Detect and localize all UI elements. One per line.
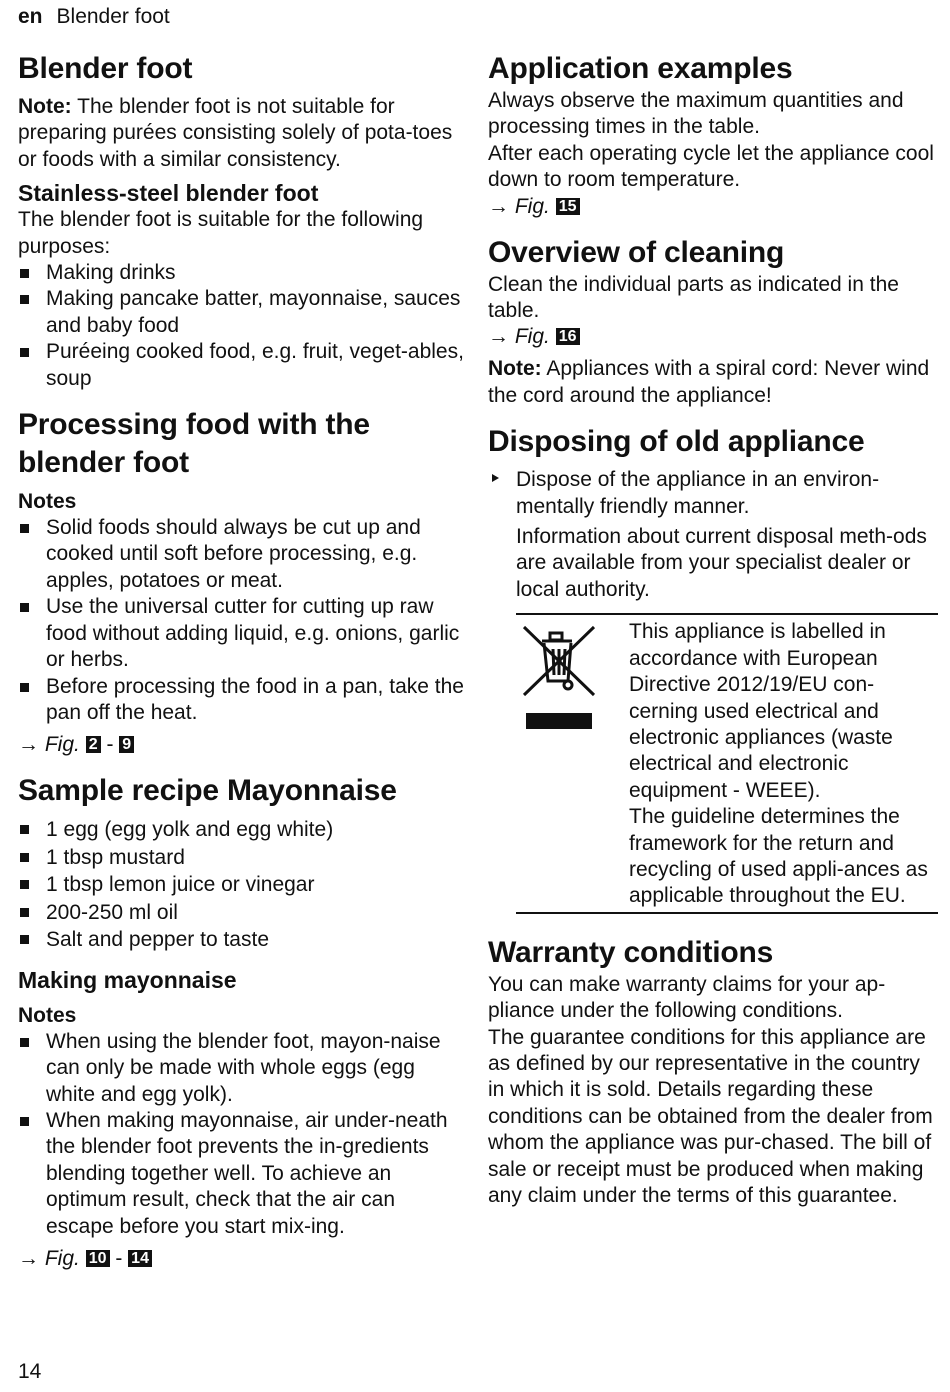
heading-sample-recipe: Sample recipe Mayonnaise — [18, 774, 397, 808]
note-text: The blender foot is not suitable for preparing purées consisting solely of pota-toes or foods with a similar consistency. — [18, 95, 453, 171]
running-header — [18, 5, 170, 29]
note-label: Note: — [18, 95, 72, 118]
fig-badge: 16 — [556, 328, 580, 345]
fig-label: Fig. — [44, 733, 80, 757]
list-item: When using the blender foot, mayon-naise can only be made with whole eggs (egg white and egg yolk). — [18, 1029, 466, 1108]
note-label: Note: — [488, 357, 542, 381]
figure-reference — [18, 1246, 466, 1272]
list-item: 1 egg (egg yolk and egg white) — [18, 816, 466, 844]
app-paragraph: Always observe the maximum quantities and processing times in the table. — [488, 89, 904, 139]
list-item: Making drinks — [18, 260, 466, 286]
figure-reference — [488, 324, 938, 350]
heading-blender-foot: Blender foot — [18, 52, 193, 85]
dispose-info: Information about current disposal meth-ods are available from your specialist dealer or local authority. — [516, 525, 927, 601]
list-item: Puréeing cooked food, e.g. fruit, veget-ables, soup — [18, 339, 466, 392]
fig-badge: 10 — [86, 1250, 110, 1267]
fig-label: Fig. — [514, 325, 550, 349]
stainless-list — [18, 260, 466, 392]
fig-badge: 14 — [128, 1250, 152, 1267]
weee-paragraph: The guideline determines the framework for the return and recycling of used appli-ances as applicable throughout the EU. — [629, 805, 928, 908]
fig-separator: - — [100, 733, 120, 757]
list-item: Use the universal cutter for cutting up raw food without adding liquid, e.g. onions, garlic or herbs. — [18, 594, 466, 673]
note-text: Appliances with a spiral cord: Never wind the cord around the appliance! — [488, 357, 930, 407]
clean-paragraph: Clean the individual parts as indicated in the table. — [488, 272, 899, 323]
heading-making-mayonnaise: Making mayonnaise — [18, 966, 237, 993]
right-arrow-icon: → — [488, 194, 509, 218]
header-title: Blender foot — [56, 5, 170, 28]
list-item: 200-250 ml oil — [18, 899, 466, 927]
right-arrow-icon: → — [18, 1247, 39, 1271]
fig-badge: 9 — [119, 736, 134, 753]
fig-badge: 15 — [556, 198, 580, 215]
left-column — [18, 50, 466, 1272]
list-item: 1 tbsp lemon juice or vinegar — [18, 871, 466, 899]
dispose-steps — [488, 467, 938, 520]
stainless-intro: The blender foot is suitable for the following purposes: — [18, 208, 424, 258]
language-code: en — [18, 5, 43, 28]
list-item: When making mayonnaise, air under-neath the blender foot prevents the in-gredients blending together well. To achieve an optimum result, check that the air can escape before you start mix-ing. — [18, 1108, 466, 1240]
right-arrow-icon: → — [18, 733, 39, 757]
heading-disposing: Disposing of old appliance — [488, 425, 865, 459]
fig-badge: 2 — [86, 736, 101, 753]
warranty-paragraph: You can make warranty claims for your ap-pliance under the following conditions. — [488, 972, 886, 1023]
heading-overview-cleaning: Overview of cleaning — [488, 235, 785, 269]
figure-reference — [18, 732, 466, 758]
weee-box — [516, 613, 938, 913]
app-paragraph: After each operating cycle let the appliance cool down to room temperature. — [488, 141, 934, 192]
weee-paragraph: This appliance is labelled in accordance with European Directive 2012/19/EU con-cerning used electrical and electronic appliances (waste electrical and electronic equipment - WEEE). — [629, 620, 893, 802]
page-number: 14 — [18, 1360, 42, 1383]
fig-separator: - — [109, 1247, 129, 1271]
warranty-paragraph: The guarantee conditions for this appliance are as defined by our representative in the country in which it is sold. Details regarding these conditions can be obtained from the dealer from whom the appliance was pur-chased. The bill of sale or receipt must be produced when making any claim under the terms of this guarantee. — [488, 1025, 933, 1207]
fig-label: Fig. — [44, 1247, 80, 1271]
heading-stainless: Stainless-steel blender foot — [18, 180, 319, 207]
list-item: Solid foods should always be cut up and cooked until soft before processing, e.g. apples, potatoes or meat. — [18, 515, 466, 594]
making-notes-list — [18, 1029, 466, 1240]
notes-label: Notes — [18, 490, 77, 514]
heading-processing: Processing food with the blender foot — [18, 408, 370, 480]
list-item: Dispose of the appliance in an environ-mentally friendly manner. — [488, 467, 938, 520]
processing-notes-list — [18, 515, 466, 726]
note-paragraph — [18, 94, 466, 173]
list-item: Salt and pepper to taste — [18, 926, 466, 954]
right-arrow-icon: → — [488, 325, 509, 349]
figure-reference — [488, 194, 938, 220]
list-item: Before processing the food in a pan, take the pan off the heat. — [18, 674, 466, 727]
crossed-out-wheelie-bin-icon — [516, 619, 629, 909]
right-column — [488, 50, 938, 1209]
clean-note — [488, 356, 938, 409]
notes-label: Notes — [18, 1003, 77, 1027]
fig-label: Fig. — [514, 194, 550, 218]
heading-warranty: Warranty conditions — [488, 935, 774, 969]
heading-application-examples: Application examples — [488, 52, 793, 85]
recipe-list — [18, 816, 466, 954]
list-item: 1 tbsp mustard — [18, 844, 466, 872]
list-item: Making pancake batter, mayonnaise, sauces and baby food — [18, 286, 466, 339]
